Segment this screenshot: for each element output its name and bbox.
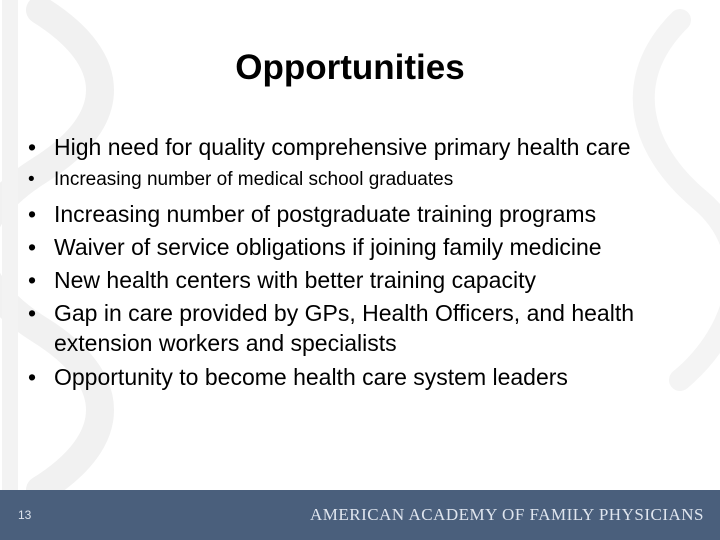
bullet-text: New health centers with better training capacity xyxy=(54,267,536,293)
bullet-icon: • xyxy=(28,300,37,326)
bullet-list xyxy=(28,132,688,392)
bullet-icon: • xyxy=(28,234,37,260)
page-number: 13 xyxy=(18,508,32,522)
bullet-icon: • xyxy=(28,267,37,293)
bullet-text: High need for quality comprehensive primary health care xyxy=(54,134,631,160)
bullet-text: Increasing number of medical school graduates xyxy=(54,169,454,190)
bullet-icon: • xyxy=(28,201,37,227)
bullet-icon: • xyxy=(28,364,37,390)
bullet-icon: • xyxy=(28,134,37,160)
bullet-item xyxy=(28,265,688,295)
bullet-item xyxy=(28,298,688,358)
bullet-item xyxy=(28,132,688,162)
bullet-text: Waiver of service obligations if joining family medicine xyxy=(54,234,602,260)
bullet-item xyxy=(28,168,688,192)
slide-title: Opportunities xyxy=(235,48,465,87)
bullet-icon: • xyxy=(28,169,35,190)
bullet-item xyxy=(28,232,688,262)
footer-bar xyxy=(0,490,720,540)
organization-logo-text: AMERICAN ACADEMY OF FAMILY PHYSICIANS xyxy=(310,505,704,524)
bullet-item xyxy=(28,362,688,392)
bullet-item xyxy=(28,199,688,229)
bullet-text: Increasing number of postgraduate training programs xyxy=(54,201,597,227)
bullet-text: Gap in care provided by GPs, Health Officers, and health extension workers and specialists xyxy=(54,300,634,356)
bullet-text: Opportunity to become health care system leaders xyxy=(54,364,568,390)
